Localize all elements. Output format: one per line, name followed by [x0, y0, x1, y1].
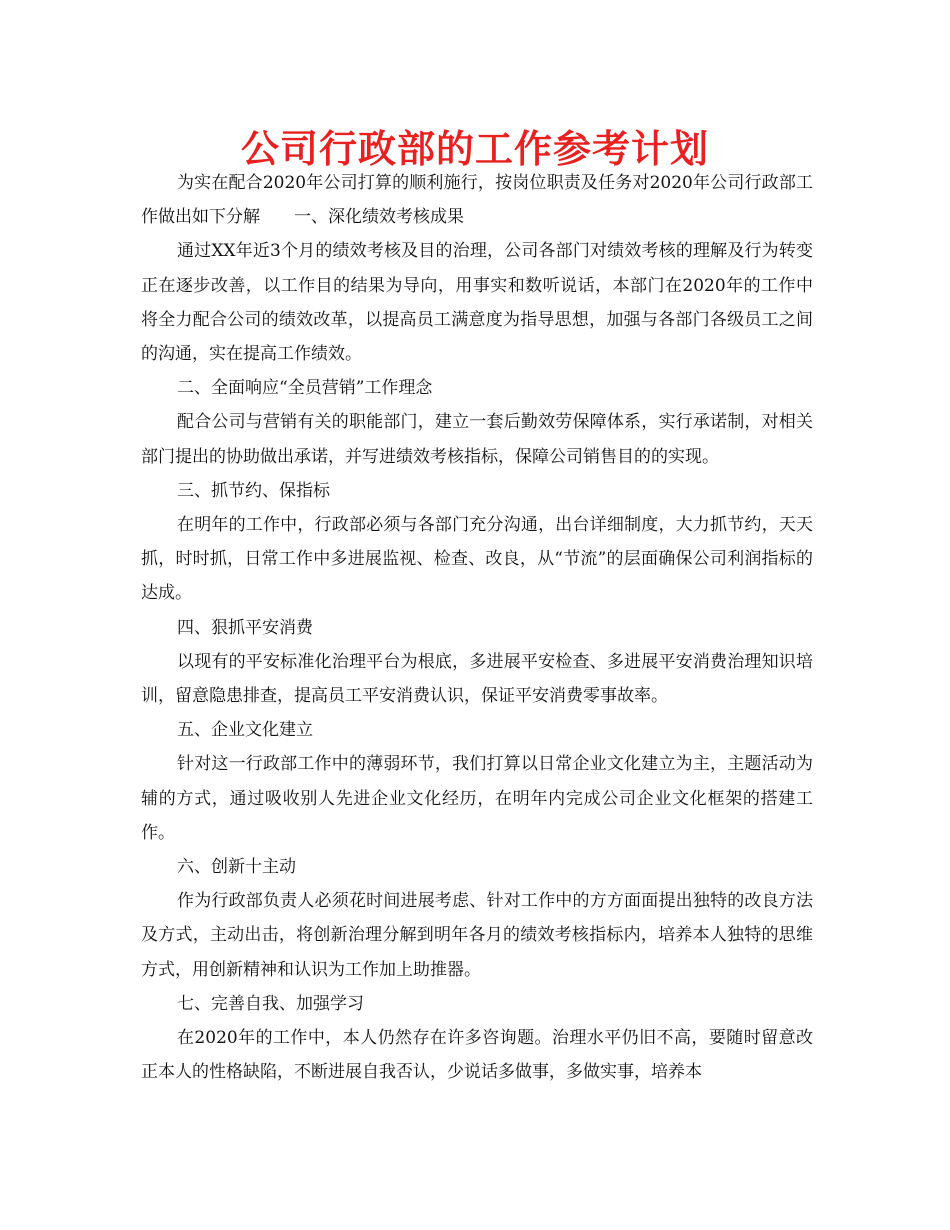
section-heading-2: 二、全面响应“全员营销”工作理念: [177, 378, 433, 399]
paragraph-performance: 通过XX年近3个月的绩效考核及目的治理，公司各部门对绩效考核的理解及行为转变正在逐步改善，以工作目的结果为导向，用事实和数听说话，本部门在2020年的工作中将全力配合公司的绩效改革，以提高员工满意度为指导思想，加强与各部门各级员工之间的沟通，实在提高工作绩效。: [141, 241, 813, 365]
paragraph-marketing: 配合公司与营销有关的职能部门，建立一套后勤效劳保障体系，实行承诺制，对相关部门提出的协助做出承诺，并写进绩效考核指标，保障公司销售目的的实现。: [141, 412, 813, 467]
section-heading-7: 七、完善自我、加强学习: [177, 993, 364, 1014]
section-heading-6: 六、创新十主动: [177, 857, 296, 878]
section-heading-4: 四、狠抓平安消费: [177, 617, 313, 638]
paragraph-self-improvement: 在2020年的工作中，本人仍然存在许多咨询题。治理水平仍旧不高，要随时留意改正本人的性格缺陷，不断进展自我否认，少说话多做事，多做实事，培养本: [141, 1028, 813, 1083]
section-heading-5: 五、企业文化建立: [177, 720, 313, 741]
document-title: 公司行政部的工作参考计划: [240, 127, 709, 171]
document-body: [141, 166, 813, 1089]
section-heading-3: 三、抓节约、保指标: [177, 480, 330, 501]
paragraph-intro: 为实在配合2020年公司打算的顺利施行，按岗位职责及任务对2020年公司行政部工作做出如下分解 一、深化绩效考核成果: [141, 173, 813, 228]
paragraph-safety: 以现有的平安标准化治理平台为根底，多进展平安检查、多进展平安消费治理知识培训，留意隐患排查，提高员工平安消费认识，保证平安消费零事故率。: [141, 651, 813, 707]
paragraph-savings: 在明年的工作中，行政部必须与各部门充分沟通，出台详细制度，大力抓节约，天天抓，时时抓，日常工作中多进展监视、检查、改良，从“节流”的层面确保公司利润指标的达成。: [141, 515, 813, 604]
paragraph-innovation: 作为行政部负责人必须花时间进展考虑、针对工作中的方方面面提出独特的改良方法及方式，主动出击，将创新治理分解到明年各月的绩效考核指标内，培养本人独特的思维方式，用创新精神和认识为工作加上助推器。: [141, 891, 813, 980]
paragraph-culture: 针对这一行政部工作中的薄弱环节，我们打算以日常企业文化建立为主，主题活动为辅的方式，通过吸收别人先进企业文化经历，在明年内完成公司企业文化框架的搭建工作。: [141, 754, 813, 843]
